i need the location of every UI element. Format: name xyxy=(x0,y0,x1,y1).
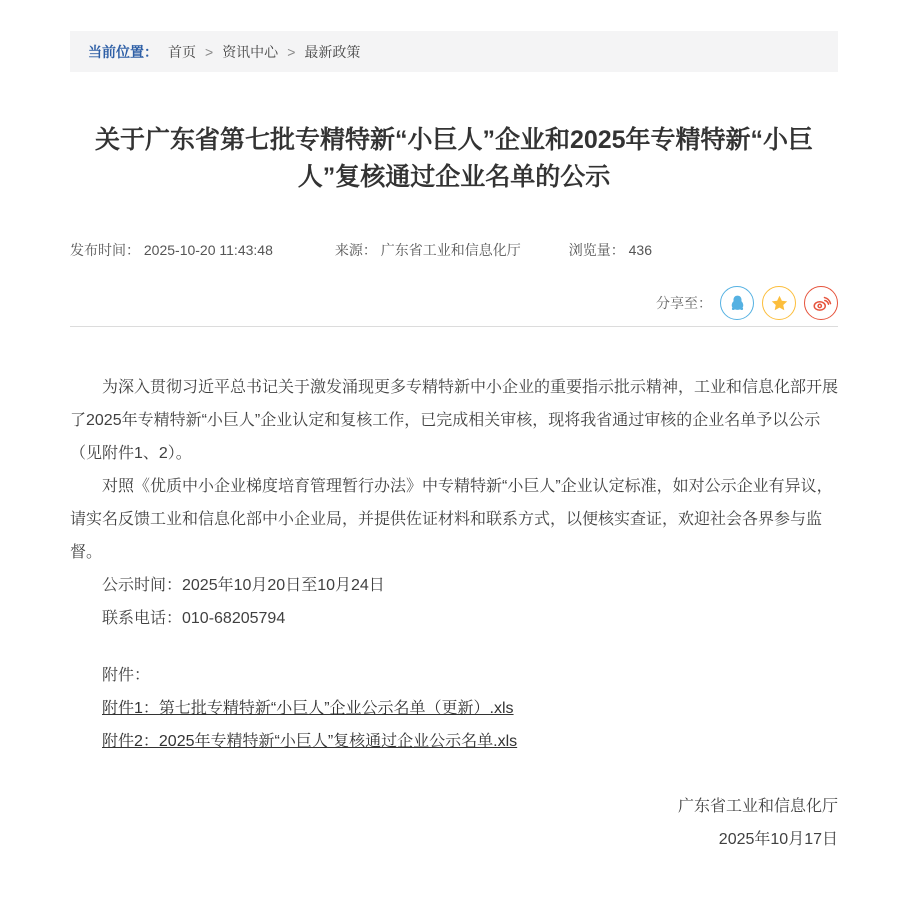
share-weibo-button[interactable] xyxy=(804,286,838,320)
view-count xyxy=(569,240,652,260)
breadcrumb-item-home[interactable]: 首页 xyxy=(168,43,196,60)
publish-time-label: 发布时间： xyxy=(70,242,140,258)
publicity-period-line: 公示时间：2025年10月20日至10月24日 xyxy=(102,577,385,594)
breadcrumb-item-news-center[interactable]: 资讯中心 xyxy=(222,43,279,60)
article-meta xyxy=(70,240,838,260)
share-qq-button[interactable] xyxy=(720,286,754,320)
source-label: 来源： xyxy=(334,242,377,258)
source xyxy=(335,240,521,260)
paragraph: 对照《优质中小企业梯度培育管理暂行办法》中专精特新“小巨人”企业认定标准，如对公示企业有异议，请实名反馈工业和信息化部中小企业局，并提供佐证材料和联系方式，以便核实查证，欢迎社会各界参与监督。 xyxy=(70,478,833,561)
share-bar xyxy=(70,286,838,320)
page-container xyxy=(70,31,838,856)
share-label: 分享至： xyxy=(656,295,712,311)
breadcrumb xyxy=(70,31,838,72)
attachments-heading: 附件： xyxy=(102,667,151,684)
view-count-label: 浏览量： xyxy=(568,242,625,258)
publish-time-value: 2025-10-20 11:43:48 xyxy=(143,242,273,258)
paragraph: 为深入贯彻习近平总书记关于激发涌现更多专精特新中小企业的重要指示批示精神，工业和信息化部开展了2025年专精特新“小巨人”企业认定和复核工作，已完成相关审核，现将我省通过审核的企业名单予以公示（见附件1、2）。 xyxy=(70,379,839,462)
attachment-link-1[interactable]: 附件1：第七批专精特新“小巨人”企业公示名单（更新）.xls xyxy=(102,700,514,717)
attachments xyxy=(70,659,838,758)
contact-phone-line: 联系电话：010-68205794 xyxy=(102,610,286,627)
signature-org: 广东省工业和信息化厅 xyxy=(677,798,838,815)
header-divider xyxy=(70,326,838,327)
view-count-value: 436 xyxy=(628,242,652,258)
share-qzone-button[interactable] xyxy=(762,286,796,320)
breadcrumb-item-latest-policy[interactable]: 最新政策 xyxy=(304,43,361,60)
weibo-icon xyxy=(811,293,832,314)
source-value: 广东省工业和信息化厅 xyxy=(380,242,521,258)
publish-time xyxy=(70,240,273,260)
breadcrumb-separator: > xyxy=(205,43,214,60)
article-body xyxy=(70,371,838,856)
breadcrumb-label: 当前位置： xyxy=(88,43,158,60)
qzone-star-icon xyxy=(769,293,790,314)
breadcrumb-separator: > xyxy=(287,43,296,60)
page-title: 关于广东省第七批专精特新“小巨人”企业和2025年专精特新“小巨人”复核通过企业名单的公示 xyxy=(94,126,814,191)
attachment-link-2[interactable]: 附件2：2025年专精特新“小巨人”复核通过企业公示名单.xls xyxy=(102,733,518,750)
qq-icon xyxy=(727,293,748,314)
signature-block xyxy=(70,790,838,856)
signature-date: 2025年10月17日 xyxy=(718,831,838,848)
